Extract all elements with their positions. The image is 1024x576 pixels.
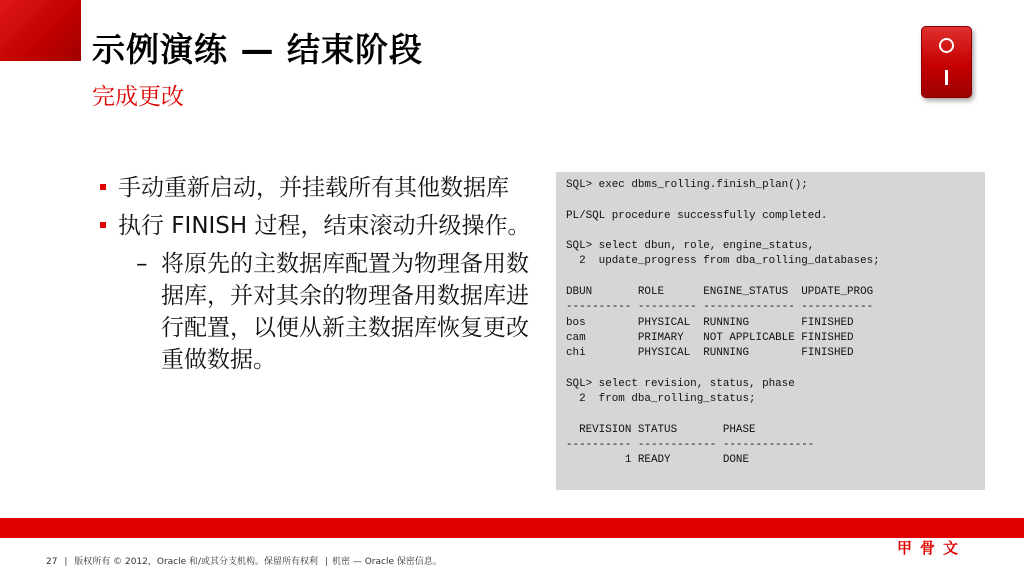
bullet-square-icon: [100, 222, 106, 228]
footer-text: [46, 554, 446, 567]
bullet-item: [100, 172, 550, 204]
footer-red-bar: [0, 518, 1024, 538]
dash-marker: –: [136, 251, 148, 277]
oracle-cn-logo: 甲骨文: [897, 539, 967, 557]
page-number: 27: [46, 557, 58, 567]
corner-red-block: [0, 0, 81, 61]
sub-bullet-text: 将原先的主数据库配置为物理备用数据库，并对其余的物理备用数据库进行配置，以便从新主数据库恢复更改重做数据。: [161, 251, 529, 373]
copyright-text: 版权所有 © 2012，Oracle 和/或其分支机构。保留所有权利: [74, 557, 319, 567]
sql-code-panel: [556, 172, 985, 490]
switch-on-symbol: [939, 38, 954, 53]
sub-bullet-item: [100, 248, 550, 376]
switch-off-symbol: [945, 70, 948, 85]
bullet-text: 执行 FINISH 过程，结束滚动升级操作。: [118, 213, 531, 239]
bullet-text: 手动重新启动，并挂载所有其他数据库: [118, 175, 509, 201]
oracle-logo: ORACLE: [893, 518, 962, 534]
bullet-item: [100, 210, 550, 242]
confidential-text: 机密 — Oracle 保密信息。: [331, 557, 442, 567]
slide-subtitle: 完成更改: [92, 84, 184, 110]
footer-separator: |: [64, 557, 68, 567]
slide-title: 示例演练 — 结束阶段: [92, 30, 423, 69]
power-switch-icon: [921, 26, 972, 98]
bullet-square-icon: [100, 184, 106, 190]
footer-separator: |: [324, 557, 328, 567]
sql-code-text: SQL> exec dbms_rolling.finish_plan(); PL/SQL procedure successfully completed. SQL> select dbun, role, engine_status, 2 update_progress from dba_rolling_databases; DBUN ROLE ENGINE_STATUS UPDATE_PROG ---------- --------- -------------- ----------- bos PHYSICAL RUNNING FINISHED cam PRIMARY NOT APPLICABLE FINISHED chi PHYSICAL RUNNING FINISHED SQL> select revision, status, phase 2 from dba_rolling_status; REVISION STATUS PHASE ---------- ------------ -------------- 1 READY DONE: [566, 179, 880, 467]
bullet-list: [100, 172, 550, 376]
